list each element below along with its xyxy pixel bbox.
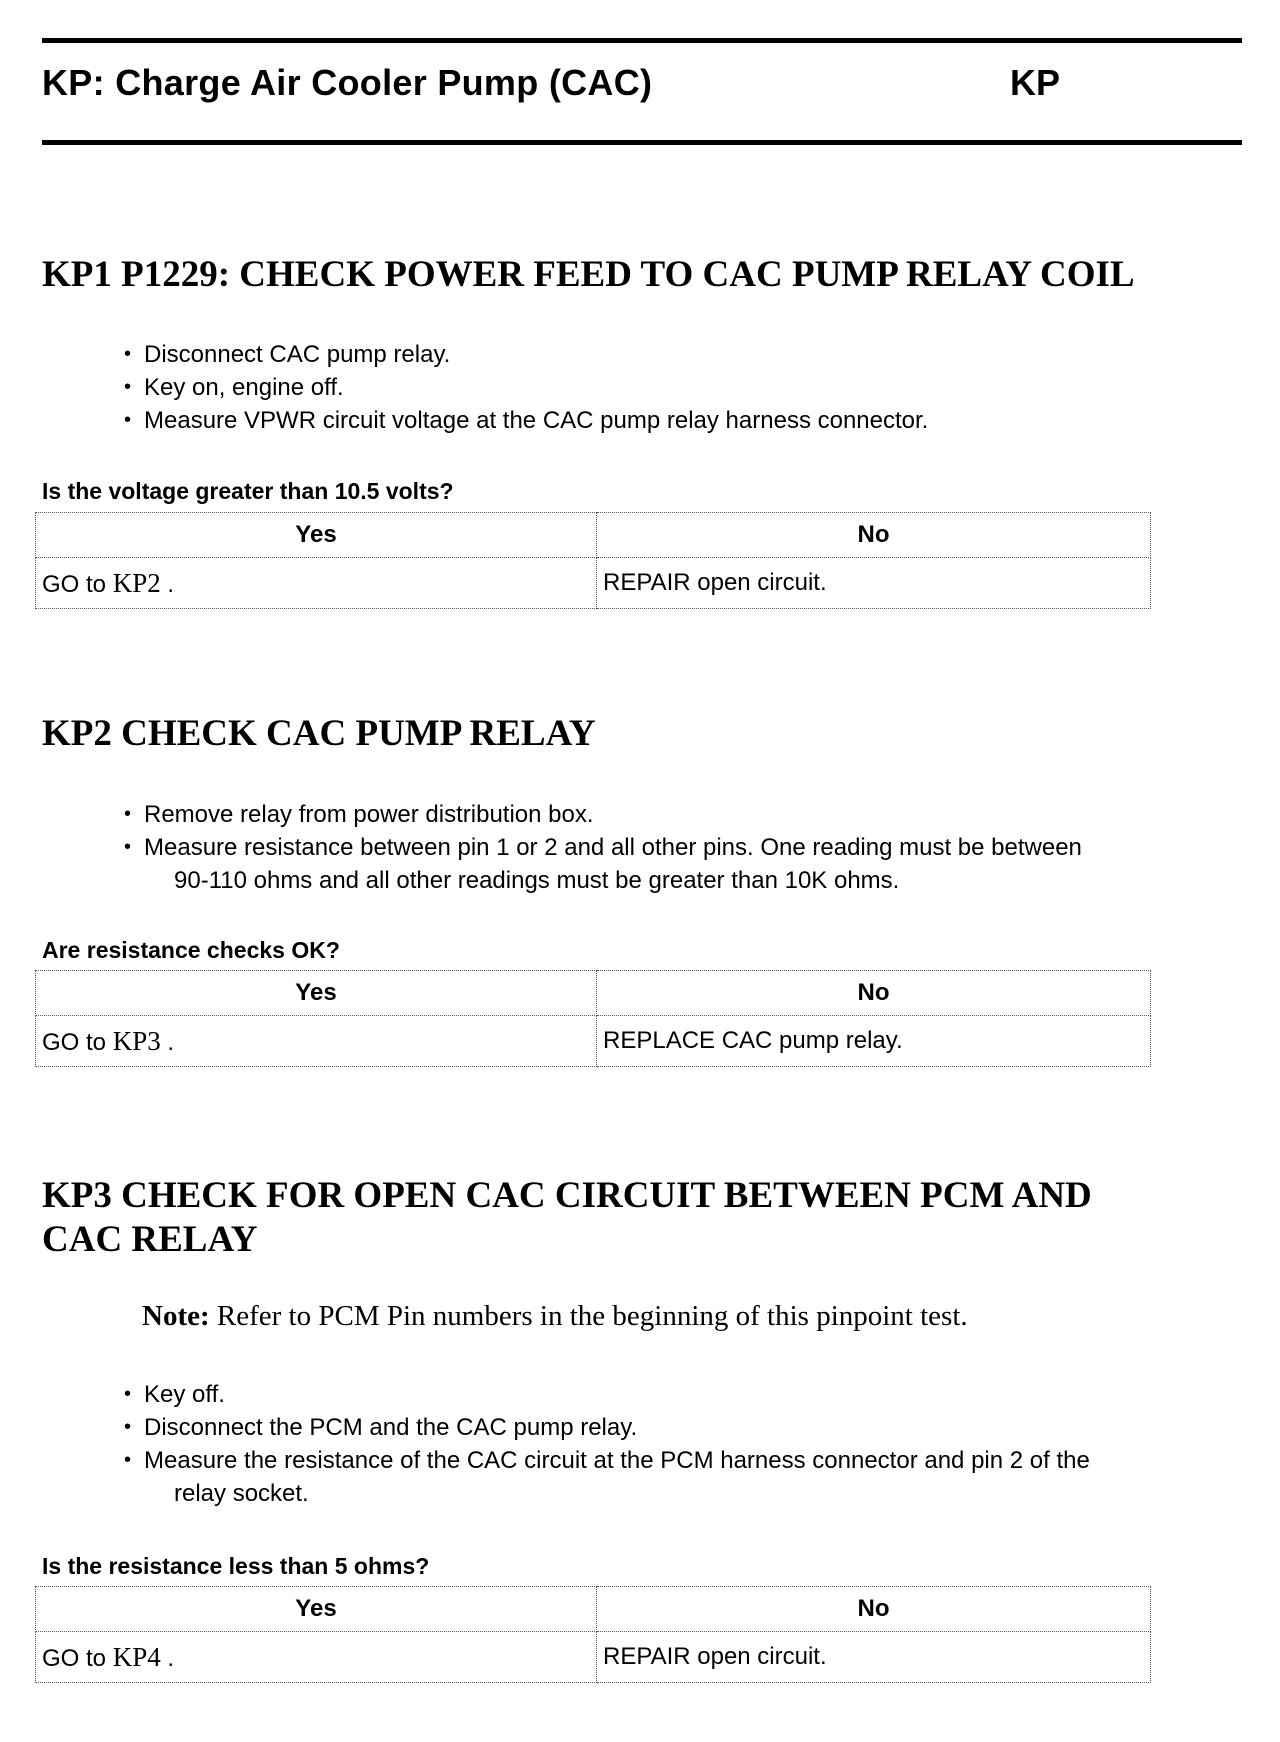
table-header-row (36, 971, 1151, 1016)
table-row (36, 558, 1151, 609)
go-to-prefix: GO to (42, 570, 107, 598)
no-header: No (597, 513, 1151, 558)
question-kp3: Is the resistance less than 5 ohms? (42, 1553, 430, 1579)
yes-header: Yes (36, 971, 597, 1016)
go-to-prefix: GO to (42, 1644, 107, 1672)
step-item: • Remove relay from power distribution box. (124, 798, 1244, 831)
step-item (124, 831, 1244, 897)
step-text-continued: 90-110 ohms and all other readings must be greater than 10K ohms. (174, 867, 900, 894)
header-top-rule (42, 38, 1242, 43)
step-item: • Measure VPWR circuit voltage at the CAC pump relay harness connector. (124, 404, 1244, 437)
table-header-row (36, 1587, 1151, 1632)
no-cell: REPAIR open circuit. (597, 1632, 1151, 1683)
yes-header: Yes (36, 1587, 597, 1632)
go-to-link-kp3[interactable]: KP3 (112, 1025, 161, 1056)
table-header-row (36, 513, 1151, 558)
go-to-suffix: . (167, 1028, 175, 1056)
yes-cell (36, 1016, 597, 1067)
step-text: Measure the resistance of the CAC circuit at the PCM harness connector and pin 2 of the (144, 1447, 1090, 1474)
step-item: • Disconnect CAC pump relay. (124, 338, 1244, 371)
step-item: • Key on, engine off. (124, 371, 1244, 404)
step-item: • Disconnect the PCM and the CAC pump relay. (124, 1411, 1244, 1444)
table-row (36, 1016, 1151, 1067)
no-header: No (597, 971, 1151, 1016)
go-to-suffix: . (167, 570, 175, 598)
question-kp2: Are resistance checks OK? (42, 937, 340, 963)
go-to-link-kp4[interactable]: KP4 (112, 1641, 161, 1672)
section-heading-line: KP3 CHECK FOR OPEN CAC CIRCUIT BETWEEN PCM AND (42, 1175, 1092, 1216)
step-item (124, 1444, 1244, 1510)
note (142, 1300, 968, 1333)
yes-cell (36, 558, 597, 609)
note-text: Refer to PCM Pin numbers in the beginning of this pinpoint test. (216, 1300, 968, 1332)
go-to-prefix: GO to (42, 1028, 107, 1056)
no-header: No (597, 1587, 1151, 1632)
go-to-suffix: . (167, 1644, 175, 1672)
result-table-kp1 (35, 512, 1151, 609)
header-bottom-rule (42, 140, 1242, 145)
go-to-link-kp2[interactable]: KP2 (112, 567, 161, 598)
document-code: KP (1010, 62, 1061, 103)
table-row (36, 1632, 1151, 1683)
steps-list-kp1 (124, 338, 1244, 437)
no-cell: REPLACE CAC pump relay. (597, 1016, 1151, 1067)
steps-list-kp2 (124, 798, 1244, 897)
step-text-continued: relay socket. (174, 1480, 309, 1507)
note-label: Note: (142, 1300, 210, 1332)
section-heading-kp1: KP1 P1229: CHECK POWER FEED TO CAC PUMP RELAY COIL (42, 254, 1135, 295)
result-table-kp2 (35, 970, 1151, 1067)
step-text: Measure resistance between pin 1 or 2 and all other pins. One reading must be between (144, 834, 1082, 861)
section-heading-line: CAC RELAY (42, 1219, 258, 1260)
question-kp1: Is the voltage greater than 10.5 volts? (42, 478, 454, 504)
section-heading-kp2: KP2 CHECK CAC PUMP RELAY (42, 713, 596, 754)
yes-header: Yes (36, 513, 597, 558)
section-heading-kp3 (42, 1174, 1242, 1262)
document-title: KP: Charge Air Cooler Pump (CAC) (42, 62, 653, 103)
yes-cell (36, 1632, 597, 1683)
result-table-kp3 (35, 1586, 1151, 1683)
step-item: • Key off. (124, 1378, 1244, 1411)
steps-list-kp3 (124, 1378, 1244, 1510)
no-cell: REPAIR open circuit. (597, 558, 1151, 609)
